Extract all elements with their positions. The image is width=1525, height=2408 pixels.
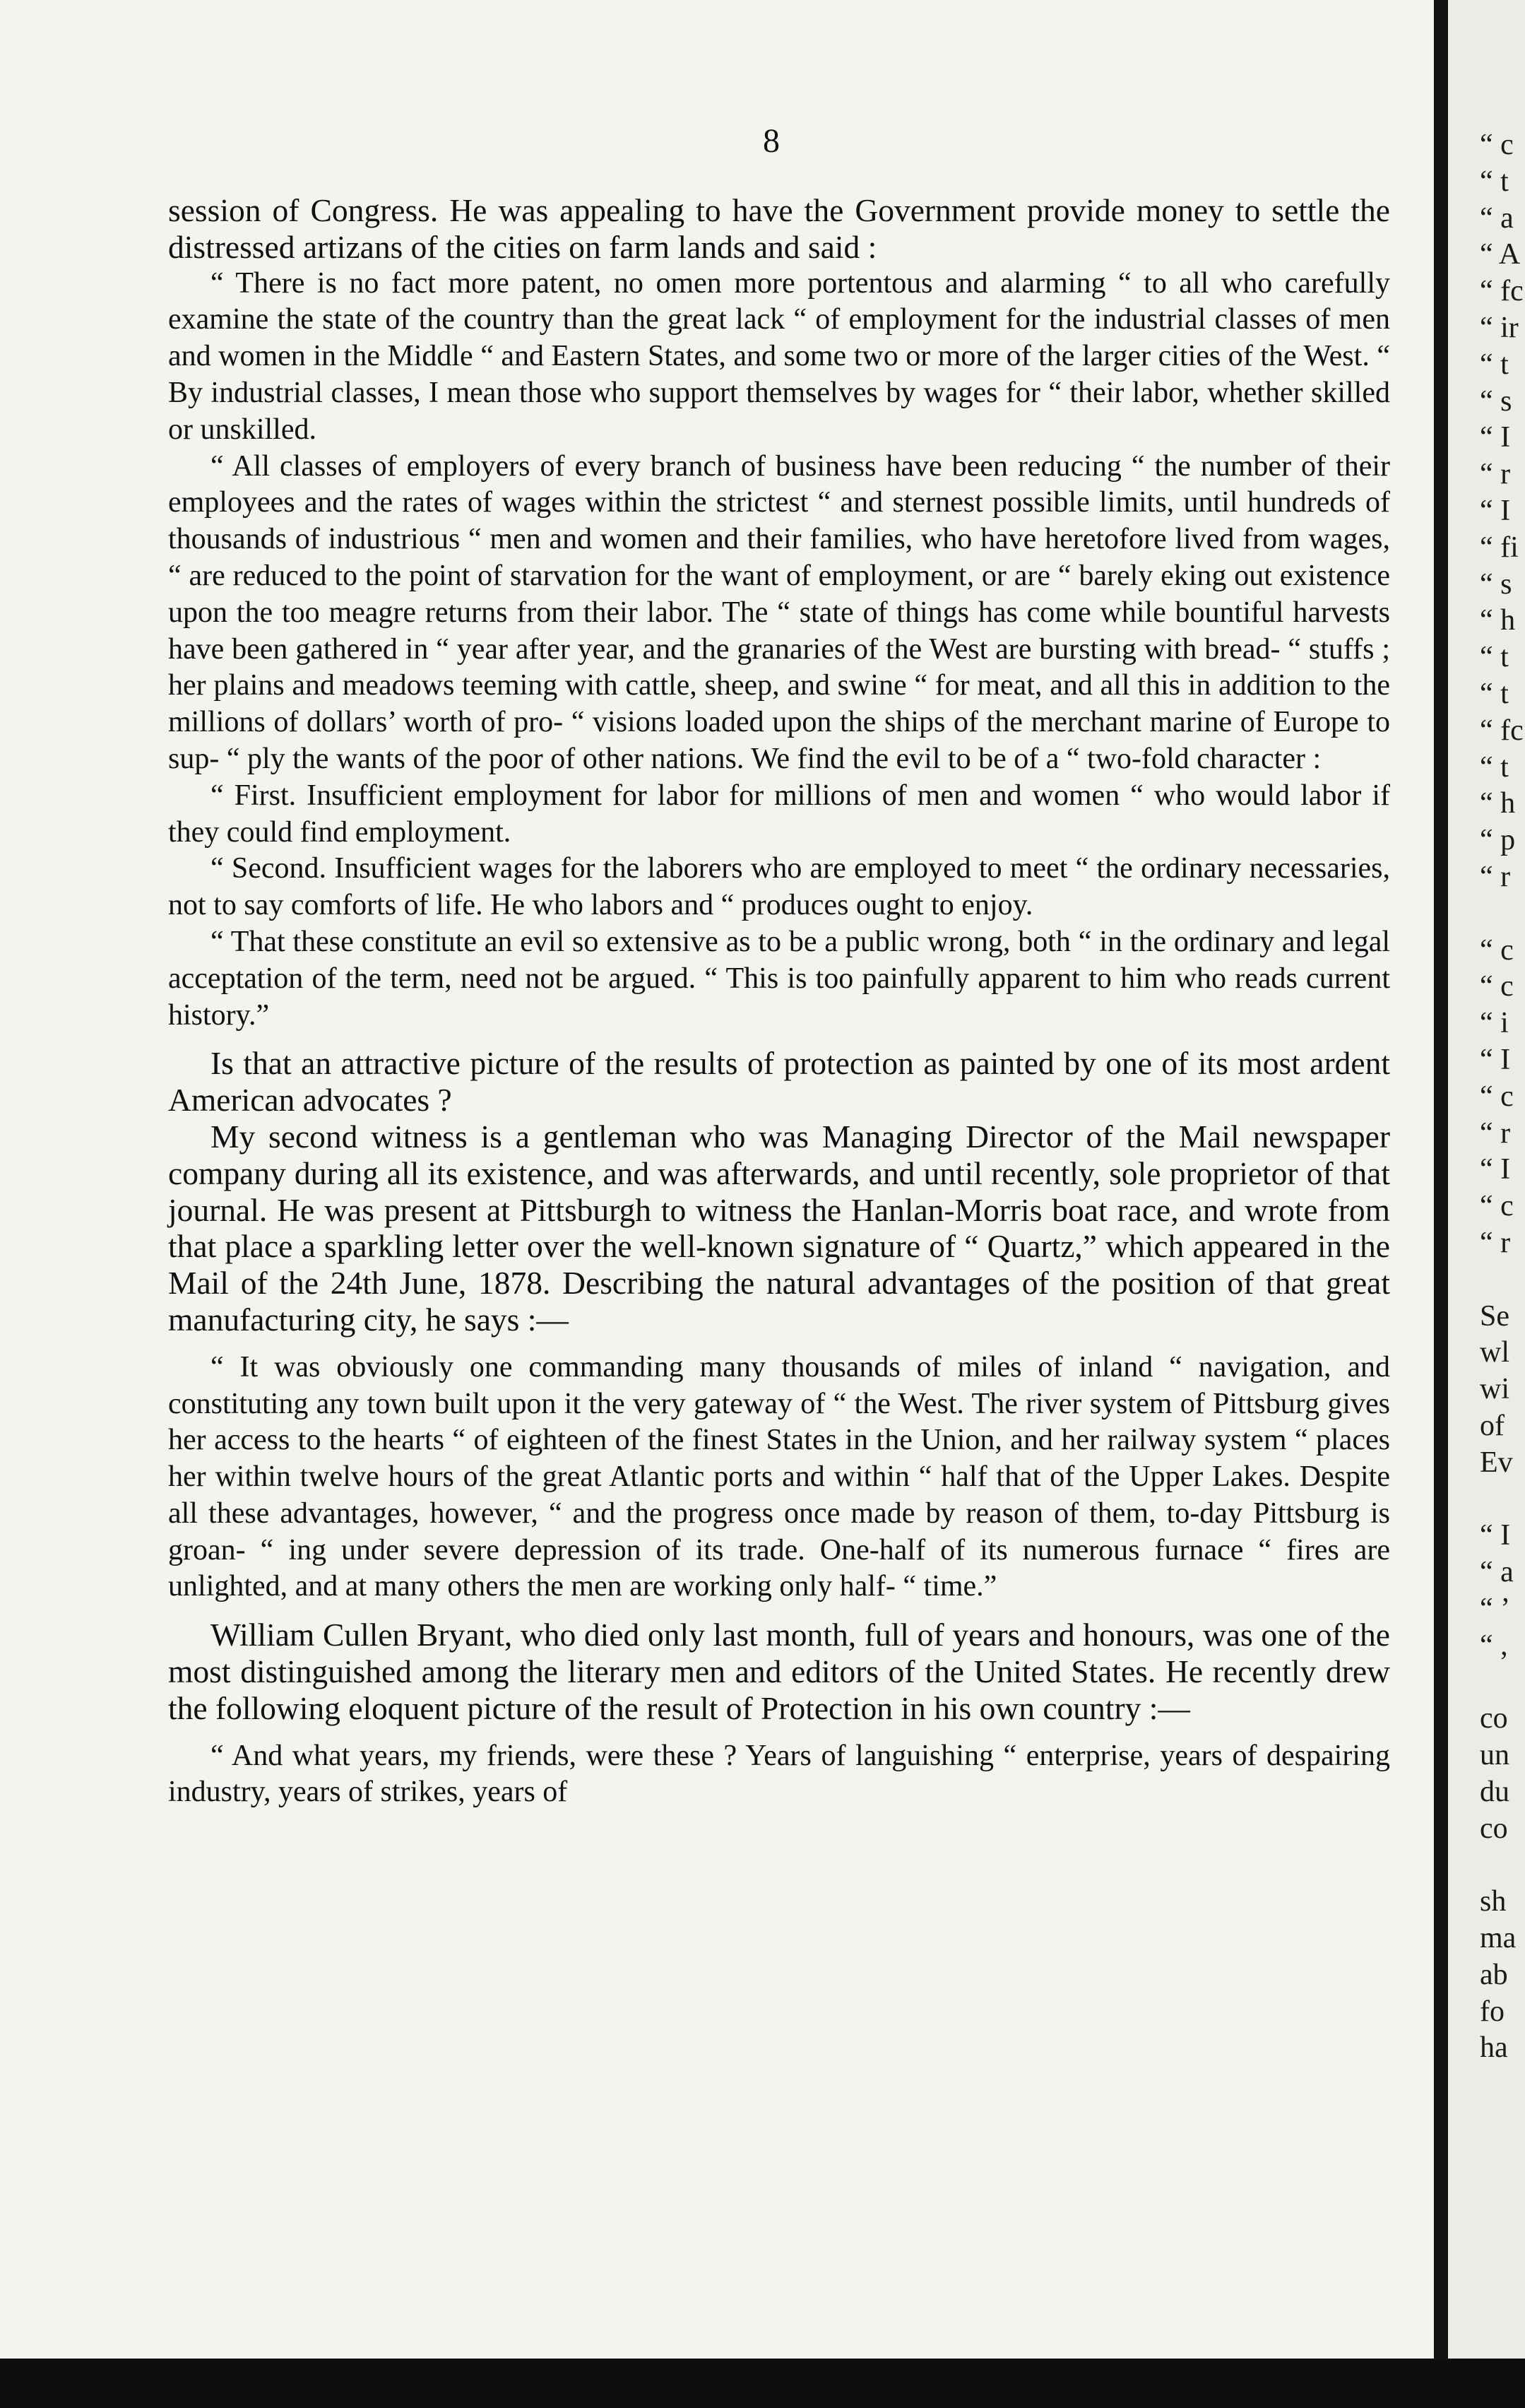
- adjacent-page-fragment: “ s: [1480, 567, 1512, 601]
- adjacent-page-fragment: sh: [1480, 1885, 1507, 1918]
- adjacent-page-fragment: “ a: [1480, 201, 1514, 235]
- quotation-block: [168, 266, 1390, 1034]
- adjacent-page-fragment: “ t: [1480, 641, 1509, 674]
- adjacent-page-fragment: “ t: [1480, 348, 1509, 381]
- body-paragraph: William Cullen Bryant, who died only last month, full of years and honours, was one of the most distinguished among the literary men and editors of the United States. He recently drew the following eloquent picture of the result of Protection in his own country :—: [168, 1617, 1390, 1726]
- adjacent-page-fragment: wi: [1480, 1373, 1509, 1406]
- adjacent-page-fragment: “ h: [1480, 604, 1516, 637]
- adjacent-page-fragment: co: [1480, 1812, 1508, 1845]
- adjacent-page-fragment: “ t: [1480, 750, 1509, 784]
- quote-paragraph: “ Second. Insufficient wages for the laborers who are employed to meet “ the ordinary necessaries, not to say comforts of life. He who labors and “ produces ought to enjoy.: [168, 852, 1390, 922]
- adjacent-page-fragment: “ ,: [1480, 1629, 1508, 1662]
- quote-paragraph: “ First. Insufficient employment for labor for millions of men and women “ who would labor if they could find employment.: [168, 779, 1390, 849]
- quote-paragraph: “ And what years, my friends, were these ? Years of languishing “ enterprise, years of despairing industry, years of strikes, years of: [168, 1739, 1390, 1809]
- adjacent-page-fragment: “ ir: [1480, 311, 1519, 344]
- adjacent-page-fragment: Se: [1480, 1299, 1509, 1333]
- quote-paragraph: “ All classes of employers of every branch of business have been reducing “ the number of their employees and the rates of wages within the strictest “ and sternest possible limits, until hundreds of thousands of industrious “ men and women and their families, who have heretofore lived from wages, “ are reduced to the point of starvation for the want of employment, or are “ barely eking out existence upon the too meagre returns from their labor. The “ state of things has come while bountiful harvests have been gathered in “ year after year, and the granaries of the West are bursting with bread- “ stuffs ; her plains and meadows teeming with cattle, sheep, and swine “ for meat, and all this in addition to the millions of dollars’ worth of pro- “ visions loaded upon the ships of the merchant marine of Europe to sup- “ ply the wants of the poor of other nations. We find the evil to be of a “ two-fold character :: [168, 449, 1390, 775]
- adjacent-page-fragment: “ r: [1480, 458, 1511, 491]
- quote-paragraph: “ That these constitute an evil so extensive as to be a public wrong, both “ in the ordinary and legal acceptation of the term, need not be argued. “ This is too painfully apparent to him who reads current history.”: [168, 925, 1390, 1032]
- adjacent-page-fragment: ma: [1480, 1922, 1517, 1955]
- adjacent-page-fragment: [1480, 1481, 1525, 1518]
- body-paragraph: Is that an attractive picture of the results of protection as painted by one of its most ardent American advocates ?: [168, 1045, 1390, 1119]
- adjacent-page-fragment: “ a: [1480, 1556, 1514, 1589]
- adjacent-page-fragment: “ I: [1480, 494, 1511, 527]
- adjacent-page-fragment: “ h: [1480, 787, 1516, 820]
- adjacent-page-fragment: “ c: [1480, 1190, 1514, 1223]
- page-text-column: [168, 192, 1390, 1811]
- adjacent-page-fragment: ab: [1480, 1958, 1508, 1991]
- adjacent-page-fragment: [1480, 1847, 1525, 1884]
- page-number: 8: [763, 122, 780, 160]
- adjacent-page-fragment: co: [1480, 1702, 1508, 1735]
- adjacent-page-fragment: “ s: [1480, 384, 1512, 418]
- quote-paragraph: “ There is no fact more patent, no omen more portentous and alarming “ to all who carefully examine the state of the country than the great lack “ of employment for the industrial classes of men and women in the Middle “ and Eastern States, and some two or more of the larger cities of the West. “ By industrial classes, I mean those who support themselves by wages for “ their labor, whether skilled or unskilled.: [168, 266, 1390, 446]
- adjacent-page-fragment: “ t: [1480, 165, 1509, 198]
- adjacent-page-fragment: “ A: [1480, 238, 1521, 271]
- adjacent-page-fragment: “ r: [1480, 860, 1511, 893]
- adjacent-page-fragment: “ ’: [1480, 1592, 1511, 1625]
- adjacent-page-text: [1480, 127, 1525, 2067]
- adjacent-page-fragment: “ p: [1480, 824, 1516, 857]
- adjacent-page-fragment: “ r: [1480, 1226, 1511, 1259]
- adjacent-page-fragment: of: [1480, 1409, 1505, 1442]
- quotation-block: [168, 1738, 1390, 1812]
- adjacent-page-fragment: fo: [1480, 1995, 1505, 2028]
- adjacent-page-fragment: “ I: [1480, 1519, 1511, 1552]
- adjacent-page-fragment: “ c: [1480, 970, 1514, 1003]
- adjacent-page-fragment: “ t: [1480, 677, 1509, 710]
- adjacent-page-fragment: wl: [1480, 1336, 1509, 1369]
- body-paragraph: session of Congress. He was appealing to have the Government provide money to settle the distressed artizans of the cities on farm lands and said :: [168, 192, 1390, 265]
- quotation-block: [168, 1350, 1390, 1606]
- adjacent-page-fragment: [1480, 1664, 1525, 1701]
- adjacent-page-fragment: “ c: [1480, 1080, 1514, 1113]
- adjacent-page-fragment: un: [1480, 1739, 1509, 1772]
- adjacent-page-fragment: “ fi: [1480, 531, 1519, 564]
- adjacent-page-fragment: du: [1480, 1775, 1509, 1808]
- adjacent-page-fragment: Ev: [1480, 1446, 1513, 1479]
- quote-paragraph: “ It was obviously one commanding many thousands of miles of inland “ navigation, and constituting any town built upon it the very gateway of “ the West. The river system of Pittsburg gives her access to the hearts “ of eighteen of the finest States in the Union, and her railway system “ places her within twelve hours of the great Atlantic ports and within “ half that of the Upper Lakes. Despite all these advantages, however, “ and the progress once made by reason of them, to-day Pittsburg is groan- “ ing under severe depression of its trade. One-half of its numerous furnace “ fires are unlighted, and at many others the men are working only half- “ time.”: [168, 1350, 1390, 1603]
- adjacent-page-fragment: “ I: [1480, 1043, 1511, 1076]
- adjacent-page-fragment: [1480, 896, 1525, 933]
- adjacent-page-fragment: “ c: [1480, 933, 1514, 967]
- scan-border: [0, 2359, 1525, 2408]
- adjacent-page-fragment: [1480, 1262, 1525, 1299]
- book-gutter: [1434, 0, 1448, 2359]
- adjacent-page-fragment: “ i: [1480, 1007, 1509, 1040]
- adjacent-page-fragment: “ I: [1480, 1153, 1511, 1186]
- adjacent-page-fragment: “ r: [1480, 1116, 1511, 1150]
- adjacent-page-fragment: “ fc: [1480, 714, 1524, 747]
- adjacent-page-fragment: “ c: [1480, 129, 1514, 161]
- body-paragraph: My second witness is a gentleman who was Managing Director of the Mail newspaper company during all its existence, and was afterwards, and until recently, sole proprietor of that journal. He was present at Pittsburgh to witness the Hanlan-Morris boat race, and wrote from that place a sparkling letter over the well-known signature of “ Quartz,” which appeared in the Mail of the 24th June, 1878. Describing the natural advantages of the position of that great manufacturing city, he says :—: [168, 1118, 1390, 1338]
- adjacent-page-fragment: “ I: [1480, 421, 1511, 454]
- adjacent-page-fragment: ha: [1480, 2031, 1508, 2065]
- adjacent-page-fragment: “ fc: [1480, 275, 1524, 308]
